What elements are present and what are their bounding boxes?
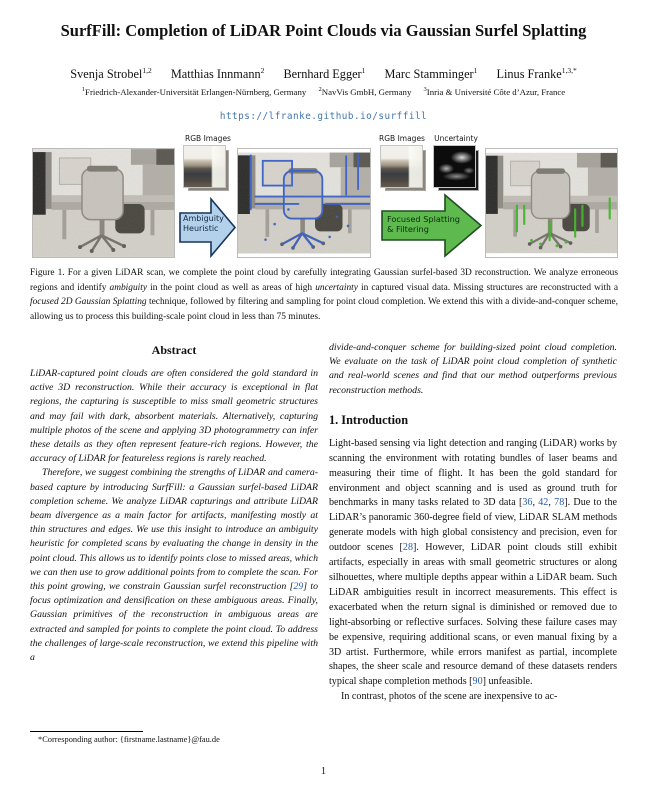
author: Marc Stamminger$^1$ [384, 66, 478, 82]
author: Matthias Innmann$^2$ [170, 66, 265, 82]
abstract-heading: Abstract [151, 343, 197, 357]
footnote-rule [30, 731, 143, 732]
rgb-images-label: RGB Images [185, 134, 231, 143]
paper-title: SurfFill: Completion of LiDAR Point Clouds via Gaussian Surfel Splatting [60, 21, 587, 40]
rgb-images-thumbnail [183, 145, 231, 194]
left-column [30, 341, 318, 761]
project-url-link[interactable]: https://lfranke.github.io/surffill [219, 111, 428, 122]
body-columns [30, 341, 618, 761]
abstract-paragraph-2-continued: divide-and-conquer scheme for building-sized point cloud completion. We evaluate on the task of LiDAR point cloud completion of synthetic and real-world scenes and find that our method outperforms previous reconstruction methods. [329, 342, 617, 396]
pointcloud-completed-image [485, 148, 618, 258]
project-url [0, 106, 647, 124]
ambiguity-heuristic-arrow-icon [179, 197, 237, 258]
right-column [329, 341, 617, 761]
uncertainty-thumbnail [433, 145, 481, 194]
figure-1 [30, 135, 618, 260]
focused-splatting-arrow-label: Focused Splatting & Filtering [387, 214, 460, 235]
introduction-heading: 1. Introduction [329, 412, 409, 427]
introduction-paragraph-1: Light-based sensing via light detection and ranging (LiDAR) works by scanning the environment with rotating bundles of laser beams and measuring their time of flight. It has been the gold standard for environment and object scanning and is used as ground truth for benchmarks in many tasks related to 3D data [36, 42, 78]. Due to the LiDAR’s panoramic 360-degree field of view, LiDAR SLAM methods generate models with high global consistency and precision, even for outdoor scenes [28]. However, LiDAR point clouds still exhibit artifacts, especially in areas with small geometric structures or along silhouettes, where multiple depths appear within a LiDAR beam. Such LiDAR ambiguities result in incorrect measurements. This effect is exacerbated when the return signal is diminished or removed due to light-absorbing or reflective surfaces. Solving these failure cases may be expensive, requiring additional scans, or even manual fixing by a 3D artist. Furthermore, while errors manifest as partial, incomplete shapes, the sheer scale and resource demand of these datasets renders typical shape completion methods [90] unfeasible. [329, 437, 617, 688]
author: Svenja Strobel$^{1,2}$ [70, 66, 152, 82]
ambiguity-arrow-label: Ambiguity Heuristic [183, 214, 224, 233]
figure-1-caption: Figure 1. For a given LiDAR scan, we complete the point cloud by carefully integrating Gaussian surfel-based 3D reconstruction. We analyze erroneous regions and identify ambiguity in the point cloud as well as areas of high uncertainty in captured visual data. Missing structures are reconstructed with a focused 2D Gaussian Splatting technique, followed by filtering and sampling for point cloud completion. We extend this with a divide-and-conquer scheme, allowing us to process this building-scale point cloud in less than 75 minutes. [30, 268, 619, 322]
author: Bernhard Egger$^1$ [283, 66, 366, 82]
introduction-paragraph-2: In contrast, photos of the scene are inexpensive to ac- [341, 691, 558, 703]
uncertainty-label: Uncertainty [434, 134, 478, 143]
affiliation-list [0, 86, 647, 97]
author-list [0, 66, 647, 82]
affiliation: $^1$Friedrich-Alexander-Universität Erlangen-Nürnberg, Germany [81, 86, 307, 97]
corresponding-author-footnote: *Corresponding author: {firstname.lastname}@fau.de [30, 731, 318, 744]
rgb-images-thumbnail [380, 145, 428, 194]
abstract-paragraph-2: Therefore, we suggest combining the strengths of LiDAR and camera-based capture by introducing SurfFill: a Gaussian surfel-based LiDAR completion scheme. We analyze LiDAR capturings and attribute LiDAR beam divergence as a main factor for artifacts, manifesting mostly at thin structures and edges. We use this insight to introduce an ambiguity heuristic for completed scans by evaluating the change in density in the point cloud. This allows us to identify points close to missed areas, which we can then use to grow additional points from to complete the scan. For this point growing, we constrain Gaussian surfel reconstruction [29] to focus optimization and densification on these ambiguous areas. Finally, Gaussian primitives of the reconstruction in ambiguous areas are extracted and sampled for points to complete the point cloud. To address the challenges of large-scale reconstruction, we extend this pipeline with a [30, 467, 318, 664]
pointcloud-input-image [32, 148, 175, 258]
abstract-paragraph-1: LiDAR-captured point clouds are often considered the gold standard in active 3D reconstruction. While their accuracy is exceptional in flat regions, the capturing is susceptible to miss small geometric structures and may fail with dark, absorbent materials. Alternatively, capturing multiple photos of the scene and applying 3D photogrammetry can infer these details as they often represent feature-rich regions. However, the accuracy of LiDAR for featureless regions is rarely reached. [30, 368, 318, 465]
author: Linus Franke$^{1,3,*}$ [496, 66, 577, 82]
pointcloud-ambiguity-image [237, 148, 371, 258]
page-number: 1 [321, 766, 326, 777]
affiliation: $^2$NavVis GmbH, Germany [318, 86, 412, 97]
rgb-images-label: RGB Images [379, 134, 425, 143]
focused-splatting-arrow-icon [381, 193, 483, 258]
affiliation: $^3$Inria & Université Côte d’Azur, France [423, 86, 566, 97]
